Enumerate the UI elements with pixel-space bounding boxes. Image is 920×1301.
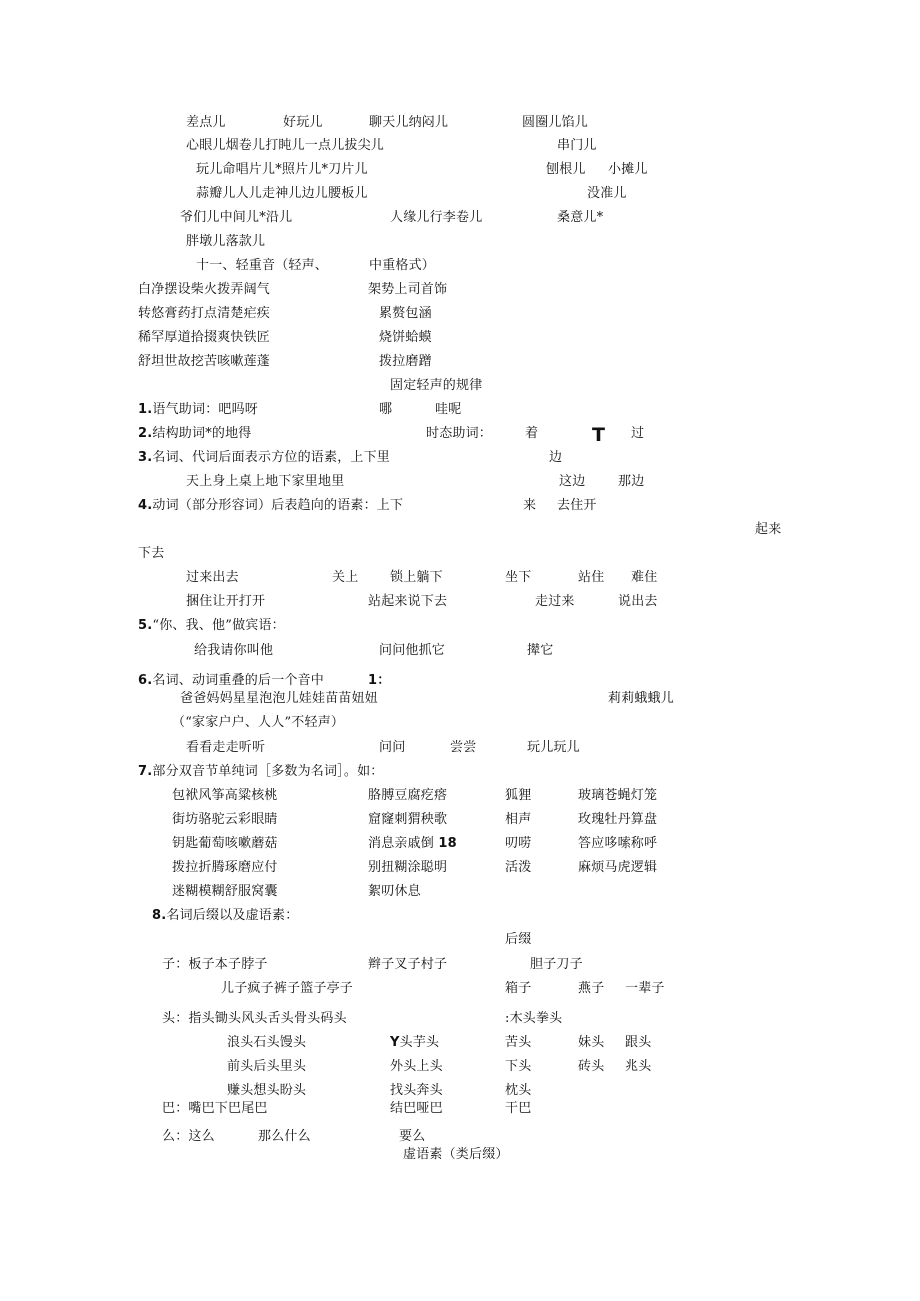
word-list-text: 哇呢	[435, 402, 462, 417]
word-list-text: 相声	[505, 812, 532, 827]
word-list-text: 小摊儿	[608, 162, 648, 177]
word-list-text: 刨根儿	[546, 162, 586, 177]
word-list-part: 消息亲戚倒	[368, 836, 435, 851]
word-list-text: 么：这么	[162, 1129, 215, 1144]
word-list-text: 稀罕厚道拾掇爽快铁匠	[138, 330, 271, 345]
word-list-text: 走过来	[535, 594, 575, 609]
word-list-text: 胳膊豆腐疙瘩	[368, 788, 448, 803]
word-list-text: 巴：嘴巴下巴尾巴	[162, 1101, 268, 1116]
rule-item	[138, 450, 390, 466]
rule-text: 名词后缀以及虚语素：	[166, 908, 299, 923]
word-list-text: 边	[549, 450, 563, 465]
word-list-text: 好玩儿	[283, 115, 323, 130]
rule-number: 5.	[138, 618, 153, 633]
word-list-text: 给我请你叫他	[194, 643, 274, 658]
word-list-text: 捆住让开打开	[186, 594, 266, 609]
rule-item	[138, 618, 285, 634]
word-list-text: 圆圈儿馅儿	[522, 115, 589, 130]
word-list-text: 兆头	[625, 1059, 652, 1074]
rules-title: 固定轻声的规律	[390, 378, 483, 393]
word-list-text: 问问他抓它	[379, 643, 446, 658]
word-list-text: 没准儿	[587, 186, 627, 201]
ocr-glyph: 18	[438, 836, 457, 851]
section-heading: 中重格式）	[369, 258, 436, 273]
word-list-text: 玩儿玩儿	[527, 740, 580, 755]
rule-item	[138, 498, 403, 514]
rule-text: “你、我、他”做宾语：	[152, 618, 285, 633]
word-list-text: 玫瑰牡丹算盘	[578, 812, 658, 827]
word-list-text: 锁上躺下	[390, 570, 443, 585]
word-list-text: 干巴	[505, 1101, 532, 1116]
rule-number: 2.	[138, 426, 153, 441]
word-list-text: 拨拉磨蹭	[379, 354, 432, 369]
word-list-text: 说出去	[618, 594, 658, 609]
word-list-text: 看看走走听听	[186, 740, 266, 755]
rule-number: 4.	[138, 498, 153, 513]
column-label: 后缀	[505, 932, 532, 947]
word-list-text: 赚头想头盼头	[227, 1083, 307, 1098]
word-list-text: 玩儿命唱片儿*照片儿*刀片儿	[196, 162, 368, 177]
word-list-text: 哪	[379, 402, 393, 417]
ocr-glyph: 1：	[368, 673, 391, 688]
word-list-text: 要么	[399, 1129, 426, 1144]
word-list-text: 钥匙葡萄咳嗽蘑菇	[172, 836, 278, 851]
word-list-text: 去住开	[557, 498, 597, 513]
word-list-text: 絮叨休息	[368, 884, 421, 899]
word-list-text: 叨唠	[505, 836, 532, 851]
word-list-text: 时态助词：	[426, 426, 493, 441]
rule-text: 语气助词：吧吗呀	[152, 402, 258, 417]
word-list-text	[390, 1035, 439, 1051]
word-list-text: 子：板子本子脖子	[162, 957, 268, 972]
word-list-text: 坐下	[505, 570, 532, 585]
word-list-text: 过	[631, 426, 645, 441]
word-list-text: 过来出去	[186, 570, 239, 585]
word-list-text: 跟头	[625, 1035, 652, 1050]
word-list-text: 儿子疯子裤子篮子亭子	[221, 981, 354, 996]
word-list-text: 问问	[379, 740, 406, 755]
word-list-text: 撵它	[527, 643, 554, 658]
word-list-text	[368, 836, 457, 852]
word-list-text: 蒜瓣儿人儿走神儿边儿腰板儿	[196, 186, 368, 201]
rule-item	[138, 764, 384, 780]
ocr-glyph: T	[592, 424, 606, 446]
word-list-text: 麻烦马虎逻辑	[578, 860, 658, 875]
word-list-text: :木头拳头	[505, 1011, 563, 1026]
word-list-text: 一辈子	[625, 981, 665, 996]
word-list-text: 外头上头	[390, 1059, 443, 1074]
word-list-text: 架势上司首饰	[368, 282, 448, 297]
subsection-label: 虚语素（类后缀）	[403, 1147, 509, 1162]
rule-number: 1.	[138, 402, 153, 417]
word-list-text: 燕子	[578, 981, 605, 996]
rule-text: 名词、动词重叠的后一个音中	[152, 673, 324, 688]
rule-item	[138, 673, 324, 689]
rule-number: 7.	[138, 764, 153, 779]
rule-number: 8.	[152, 908, 167, 923]
word-list-text: 尝尝	[450, 740, 477, 755]
word-list-text: 累赘包涵	[379, 306, 432, 321]
word-list-text: 这边	[559, 474, 586, 489]
rule-text: 部分双音节单纯词［多数为名词］。如：	[152, 764, 384, 779]
word-list-text: 着	[525, 426, 539, 441]
word-list-text: 苦头	[505, 1035, 532, 1050]
word-list-text: 胖墩儿落款儿	[186, 234, 266, 249]
rule-item	[138, 426, 252, 442]
word-list-text: 窟窿刺猬秧歌	[368, 812, 448, 827]
word-list-text: 狐狸	[505, 788, 532, 803]
word-list-text: 桑意儿*	[557, 210, 604, 225]
word-list-text: 关上	[332, 570, 359, 585]
word-list-text: 站住	[578, 570, 605, 585]
rule-item	[138, 402, 258, 418]
word-list-text: 拨拉折腾琢磨应付	[172, 860, 278, 875]
word-list-text: 箱子	[505, 981, 532, 996]
word-list-text: 迷糊模糊舒服窝囊	[172, 884, 278, 899]
word-list-text: 白净摆设柴火拨弄阔气	[138, 282, 271, 297]
word-list-text: 爷们儿中间儿*沿儿	[180, 210, 293, 225]
word-list-text: 下去	[138, 546, 165, 561]
word-list-text: 心眼儿烟卷儿打盹儿一点儿拔尖儿	[186, 138, 385, 153]
word-list-text: 包袱风筝高粱核桃	[172, 788, 278, 803]
rule-item	[152, 908, 298, 924]
word-list-text: 下头	[505, 1059, 532, 1074]
ocr-glyph: Y	[390, 1035, 400, 1050]
note-text: （“家家户户、人人”不轻声）	[172, 715, 345, 730]
word-list-text: 活泼	[505, 860, 532, 875]
word-list-text: 来	[523, 498, 537, 513]
word-list-text: 妹头	[578, 1035, 605, 1050]
word-list-text: 烧饼蛤蟆	[379, 330, 432, 345]
word-list-text: 站起来说下去	[368, 594, 448, 609]
word-list-text: 答应哆嗦称呼	[578, 836, 658, 851]
word-list-part: 头芋头	[399, 1035, 440, 1050]
rule-number: 3.	[138, 450, 153, 465]
word-list-text: 莉莉蛾蛾儿	[608, 691, 675, 706]
word-list-text: 玻璃苍蝇灯笼	[578, 788, 658, 803]
word-list-text: 街坊骆驼云彩眼睛	[172, 812, 278, 827]
word-list-text: 串门儿	[557, 138, 597, 153]
word-list-text: 浪头石头馒头	[227, 1035, 307, 1050]
word-list-text: 那边	[618, 474, 645, 489]
word-list-text: 别扭糊涂聪明	[368, 860, 448, 875]
word-list-text: 胆子刀子	[530, 957, 583, 972]
rule-number: 6.	[138, 673, 153, 688]
word-list-text: 前头后头里头	[227, 1059, 307, 1074]
rule-text: 结构助词*的地得	[152, 426, 252, 441]
word-list-text: 起来	[755, 522, 782, 537]
word-list-text: 转悠膏药打点清楚疟疾	[138, 306, 271, 321]
rule-text: 名词、代词后面表示方位的语素，上下里	[152, 450, 390, 465]
word-list-text: 那么什么	[258, 1129, 311, 1144]
word-list-text: 找头奔头	[390, 1083, 443, 1098]
word-list-text: 差点儿	[186, 115, 226, 130]
rule-text: 动词（部分形容词）后表趋向的语素：上下	[152, 498, 404, 513]
word-list-text: 结巴哑巴	[390, 1101, 443, 1116]
word-list-text: 砖头	[578, 1059, 605, 1074]
section-heading: 十一、轻重音（轻声、	[196, 258, 329, 273]
word-list-text: 枕头	[505, 1083, 532, 1098]
word-list-text: 人缘儿行李卷儿	[390, 210, 483, 225]
word-list-text: 天上身上桌上地下家里地里	[186, 474, 345, 489]
word-list-text: 难住	[631, 570, 658, 585]
word-list-text: 聊天儿纳闷儿	[369, 115, 449, 130]
word-list-text: 头：指头锄头风头舌头骨头码头	[162, 1011, 347, 1026]
word-list-text: 舒坦世故挖苦咳嗽莲蓬	[138, 354, 271, 369]
word-list-text: 爸爸妈妈星星泡泡儿娃娃苗苗妞妞	[180, 691, 379, 706]
word-list-text: 辫子叉子村子	[368, 957, 448, 972]
